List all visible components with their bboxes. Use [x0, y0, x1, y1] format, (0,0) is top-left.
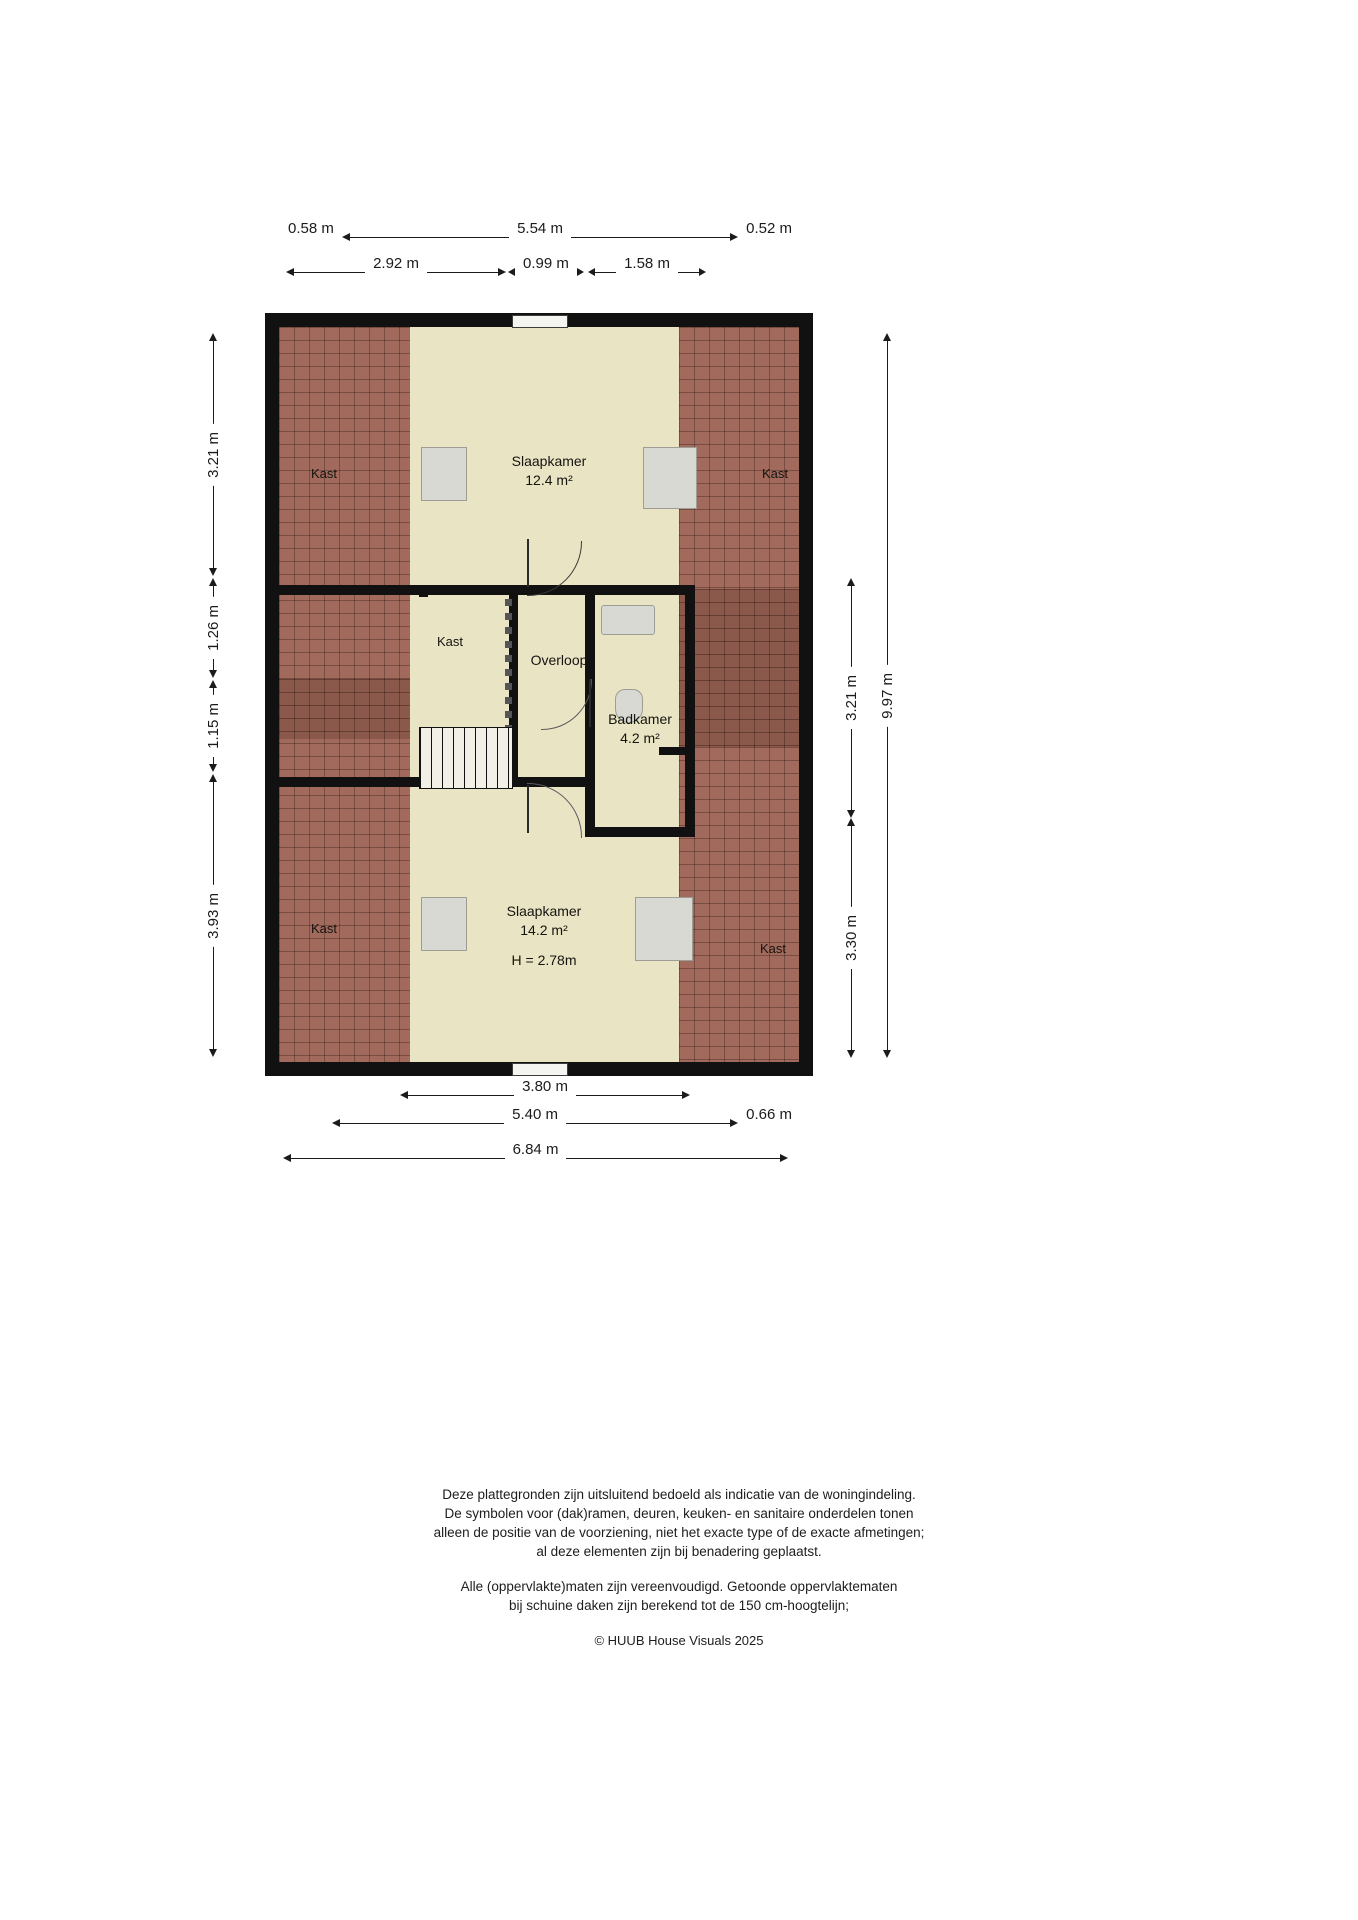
dimension-top-row2-c [588, 254, 706, 281]
dimension-left-3 [204, 680, 222, 772]
dimension-value: 0.52 m [738, 220, 800, 237]
bathroom-partition-stub [659, 747, 691, 755]
room-area: 14.2 m² [520, 922, 568, 938]
dimension-right-inner-1 [842, 578, 860, 818]
room-name: Badkamer [608, 711, 672, 727]
floorplan-drawing [265, 313, 813, 1076]
footer-line: Alle (oppervlakte)maten zijn vereenvoudigd. Getoonde oppervlaktematen [460, 1579, 898, 1594]
footer-line: al deze elementen zijn bij benadering geplaatst. [536, 1544, 822, 1559]
footer-paragraph-1 [0, 1485, 1358, 1561]
kast-text: Kast [311, 466, 338, 481]
dimension-bottom-row1 [400, 1077, 690, 1104]
dimension-value: 3.80 m [514, 1078, 576, 1095]
room-name: Overloop [530, 652, 588, 668]
dimension-value: 3.21 m [843, 667, 860, 729]
wall-bathroom-bottom [585, 827, 695, 837]
footer-line: alleen de positie van de voorziening, niet het exacte type of de exacte afmetingen; [433, 1525, 925, 1540]
room-name: Slaapkamer [511, 453, 587, 469]
roof-slope-right-bottom [679, 747, 799, 1062]
roof-slope-right-top [679, 327, 799, 589]
dimension-value: 1.58 m [616, 255, 678, 272]
dimension-value: 5.54 m [509, 220, 571, 237]
room-label-kast-top-left [311, 466, 337, 481]
dimension-top-row2-b [508, 254, 588, 281]
dimension-value: 3.21 m [205, 424, 222, 486]
footer-line: De symbolen voor (dak)ramen, deuren, keuken- en sanitaire onderdelen tonen [444, 1506, 914, 1521]
dimension-left-4 [204, 774, 222, 1057]
wall-bathroom-top [585, 585, 695, 595]
dimension-value: 9.97 m [879, 665, 896, 727]
dimension-value: 3.93 m [205, 885, 222, 947]
dimension-bottom-row2 [332, 1105, 800, 1132]
room-label-overloop [519, 651, 599, 670]
door-leaf-overloop-bottom [527, 785, 529, 833]
kast-text: Kast [762, 466, 789, 481]
wall-kast-left-stub [419, 585, 428, 597]
kast-text: Kast [760, 941, 787, 956]
window-bottom [512, 1063, 568, 1076]
dimension-top-row2-a [286, 254, 506, 281]
dimension-value: 6.84 m [505, 1141, 567, 1158]
dimension-left-1 [204, 333, 222, 576]
dimension-value: 3.30 m [843, 907, 860, 969]
footer-paragraph-2 [0, 1577, 1358, 1615]
room-height: H = 2.78m [511, 952, 577, 968]
room-label-slaapkamer-bottom [464, 902, 624, 970]
dimension-bottom-row3 [283, 1140, 788, 1167]
dimension-value: 5.40 m [504, 1106, 566, 1123]
footer-line: bij schuine daken zijn berekend tot de 150 cm-hoogtelijn; [509, 1598, 849, 1613]
room-label-kast-bottom-right [760, 941, 786, 956]
dimension-value: 0.58 m [280, 220, 342, 237]
dimension-value: 0.99 m [515, 255, 577, 272]
room-label-slaapkamer-top [469, 452, 629, 490]
window-top [512, 315, 568, 328]
footer-disclaimer [0, 1485, 1358, 1650]
bed-bottom-left [421, 897, 467, 951]
dimension-left-2 [204, 578, 222, 678]
bed-top-left [421, 447, 467, 501]
sink-fixture [601, 605, 655, 635]
footer-line: Deze plattegronden zijn uitsluitend bedoeld als indicatie van de woningindeling. [442, 1487, 916, 1502]
room-label-badkamer [575, 710, 705, 748]
wall-vertical-bath-left-lower [585, 767, 595, 837]
roof-slope-left-lower [279, 679, 410, 739]
interior-area [279, 327, 799, 1062]
door-leaf-overloop-top [527, 539, 529, 587]
dimension-right-inner-2 [842, 818, 860, 1058]
kast-text: Kast [311, 921, 338, 936]
room-area: 4.2 m² [620, 730, 660, 746]
dimension-value: 1.26 m [205, 597, 222, 659]
room-label-kast-bottom-left [311, 921, 337, 936]
room-label-kast-center [437, 634, 463, 649]
bed-bottom-right [635, 897, 693, 961]
footer-copyright: © HUUB House Visuals 2025 [594, 1633, 764, 1648]
dimension-value: 1.15 m [205, 695, 222, 757]
room-area: 12.4 m² [525, 472, 573, 488]
room-label-kast-top-right [762, 466, 788, 481]
dimension-value: 2.92 m [365, 255, 427, 272]
bed-top-right [643, 447, 697, 509]
dimension-right-outer [878, 333, 896, 1058]
dimension-value: 0.66 m [738, 1106, 800, 1123]
staircase [419, 727, 513, 789]
kast-text: Kast [437, 634, 464, 649]
door-arc-overloop-bottom [527, 783, 582, 838]
dimension-top-row1 [280, 219, 800, 246]
room-name: Slaapkamer [506, 903, 582, 919]
